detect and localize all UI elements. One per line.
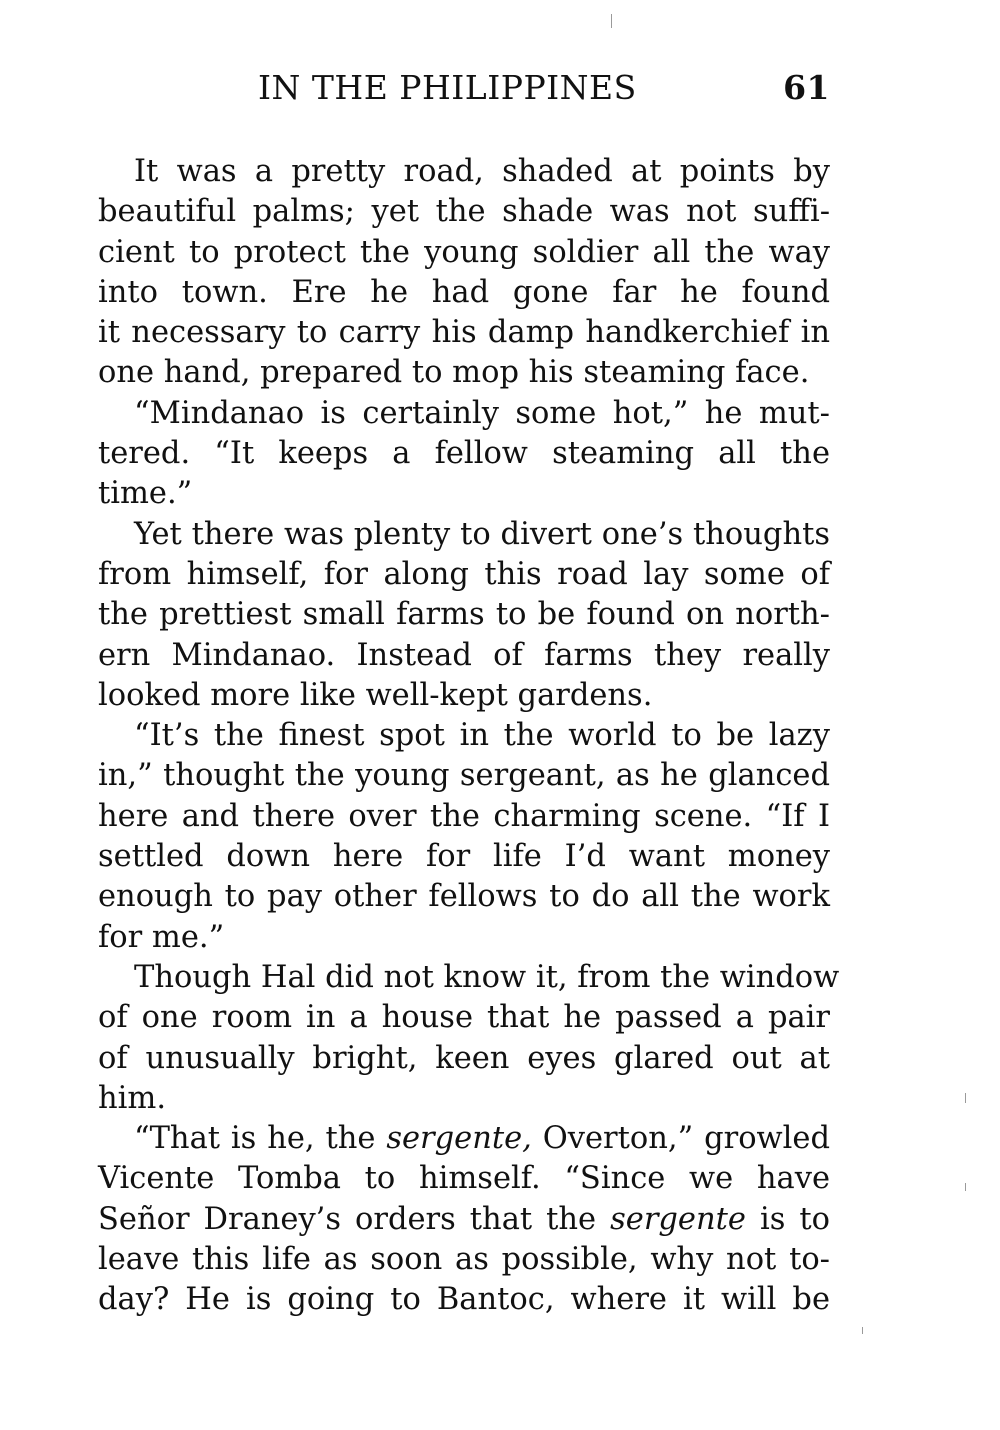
text-line xyxy=(98,1240,830,1280)
text-segment: “That is he, the xyxy=(134,1121,387,1157)
scan-speck xyxy=(965,1183,966,1191)
text-line: looked more like well-kept gardens. xyxy=(98,677,653,713)
italic-term: sergente, xyxy=(386,1121,532,1157)
italic-term: sergente xyxy=(610,1201,746,1237)
page-number: 61 xyxy=(783,68,830,107)
text-line: “Mindanao is certainly some hot,” he mut- xyxy=(134,395,830,431)
text-line: in,” thought the young sergeant, as he glanced xyxy=(98,758,830,794)
text-segment: day? He is going to Bantoc, where it will be xyxy=(98,1282,830,1318)
text-line: of unusually bright, keen eyes glared out at xyxy=(98,1040,830,1076)
text-segment: leave this life as soon as possible, why not to- xyxy=(98,1242,830,1278)
text-line: from himself, for along this road lay some of xyxy=(98,556,830,592)
paragraph-6 xyxy=(98,1119,830,1320)
text-line: ern Mindanao. Instead of farms they really xyxy=(98,637,830,673)
text-line: settled down here for life I’d want money xyxy=(98,839,830,875)
paragraph-3 xyxy=(98,515,830,716)
text-line xyxy=(98,1119,830,1159)
scan-speck xyxy=(862,1327,863,1334)
text-line: one hand, prepared to mop his steaming face. xyxy=(98,355,810,391)
text-line: It was a pretty road, shaded at points by xyxy=(134,154,830,189)
paragraph-5 xyxy=(98,958,840,1119)
text-line: Yet there was plenty to divert one’s thoughts xyxy=(134,516,830,552)
text-line xyxy=(98,1200,830,1240)
text-line: time.” xyxy=(98,476,193,512)
text-line: “It’s the finest spot in the world to be lazy xyxy=(134,718,830,754)
text-line: of one room in a house that he passed a pair xyxy=(98,1000,830,1036)
paragraph-2 xyxy=(98,394,830,515)
body-text xyxy=(98,152,840,1321)
text-line: him. xyxy=(98,1080,167,1116)
text-line: here and there over the charming scene. “If I xyxy=(98,798,830,834)
text-segment: Overton,” growled xyxy=(531,1121,830,1157)
text-line xyxy=(98,1280,830,1320)
text-line: Though Hal did not know it, from the window xyxy=(134,959,840,995)
scan-speck xyxy=(965,1093,966,1103)
text-line: cient to protect the young soldier all the way xyxy=(98,234,830,270)
text-line: for me.” xyxy=(98,919,225,955)
text-segment: Señor Draney’s orders that the xyxy=(98,1201,611,1237)
running-head xyxy=(98,68,830,116)
text-line: beautiful palms; yet the shade was not suffi- xyxy=(98,194,830,230)
scan-speck xyxy=(611,14,612,28)
text-line: the prettiest small farms to be found on north- xyxy=(98,597,830,633)
text-line: tered. “It keeps a fellow steaming all the xyxy=(98,436,830,472)
text-line: enough to pay other fellows to do all the work xyxy=(98,879,830,915)
text-segment: is to xyxy=(745,1201,830,1237)
text-line: it necessary to carry his damp handkerchief in xyxy=(98,315,830,351)
running-title: IN THE PHILIPPINES xyxy=(258,68,637,107)
paragraph-4 xyxy=(98,716,830,958)
text-segment: Vicente Tomba to himself. “Since we have xyxy=(98,1161,830,1197)
text-line xyxy=(98,1159,830,1199)
text-line: into town. Ere he had gone far he found xyxy=(98,274,830,310)
paragraph-1 xyxy=(98,152,830,394)
